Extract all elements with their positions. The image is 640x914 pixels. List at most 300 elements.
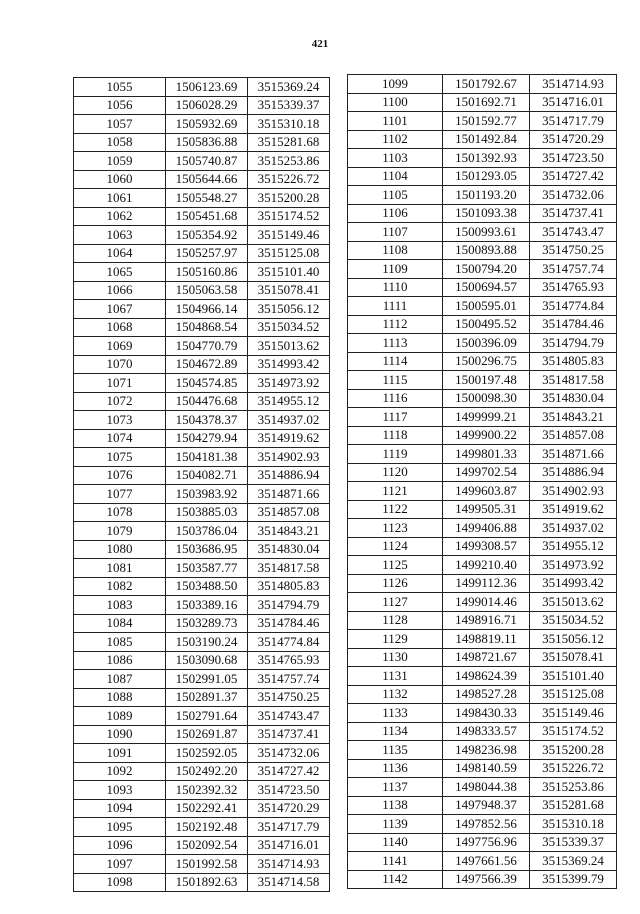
table-row (348, 463, 617, 482)
table-row (348, 389, 617, 408)
table-row (74, 818, 330, 837)
point-number-cell: 1079 (74, 522, 166, 541)
x-coordinate-cell: 1498333.57 (443, 722, 530, 741)
point-number-cell: 1057 (74, 115, 166, 134)
table-row (74, 577, 330, 596)
table-row (348, 500, 617, 519)
x-coordinate-cell: 1501692.71 (443, 93, 530, 112)
point-number-cell: 1101 (348, 112, 443, 131)
x-coordinate-cell: 1499406.88 (443, 519, 530, 538)
y-coordinate-cell: 3515399.79 (530, 870, 617, 889)
x-coordinate-cell: 1500694.57 (443, 278, 530, 297)
point-number-cell: 1074 (74, 429, 166, 448)
y-coordinate-cell: 3514886.94 (530, 463, 617, 482)
x-coordinate-cell: 1505932.69 (166, 115, 248, 134)
x-coordinate-cell: 1500197.48 (443, 371, 530, 390)
table-row (74, 725, 330, 744)
y-coordinate-cell: 3515125.08 (248, 244, 330, 263)
table-row (74, 836, 330, 855)
y-coordinate-cell: 3514765.93 (248, 651, 330, 670)
point-number-cell: 1109 (348, 260, 443, 279)
point-number-cell: 1091 (74, 744, 166, 763)
point-number-cell: 1090 (74, 725, 166, 744)
table-row (348, 260, 617, 279)
x-coordinate-cell: 1500098.30 (443, 389, 530, 408)
coordinate-table-body (74, 78, 330, 892)
point-number-cell: 1088 (74, 688, 166, 707)
table-row (348, 352, 617, 371)
y-coordinate-cell: 3514727.42 (530, 167, 617, 186)
point-number-cell: 1117 (348, 408, 443, 427)
point-number-cell: 1131 (348, 667, 443, 686)
point-number-cell: 1081 (74, 559, 166, 578)
y-coordinate-cell: 3514886.94 (248, 466, 330, 485)
table-row (74, 392, 330, 411)
table-row (74, 688, 330, 707)
x-coordinate-cell: 1504770.79 (166, 337, 248, 356)
table-row (348, 593, 617, 612)
y-coordinate-cell: 3514737.41 (248, 725, 330, 744)
point-number-cell: 1065 (74, 263, 166, 282)
point-number-cell: 1105 (348, 186, 443, 205)
x-coordinate-cell: 1499900.22 (443, 426, 530, 445)
table-row (348, 667, 617, 686)
x-coordinate-cell: 1501492.84 (443, 130, 530, 149)
x-coordinate-cell: 1502592.05 (166, 744, 248, 763)
y-coordinate-cell: 3514723.50 (530, 149, 617, 168)
table-row (348, 149, 617, 168)
point-number-cell: 1080 (74, 540, 166, 559)
x-coordinate-cell: 1504672.89 (166, 355, 248, 374)
point-number-cell: 1108 (348, 241, 443, 260)
x-coordinate-cell: 1499702.54 (443, 463, 530, 482)
x-coordinate-cell: 1500595.01 (443, 297, 530, 316)
x-coordinate-cell: 1500296.75 (443, 352, 530, 371)
table-row (74, 651, 330, 670)
point-number-cell: 1064 (74, 244, 166, 263)
table-row (348, 537, 617, 556)
point-number-cell: 1142 (348, 870, 443, 889)
table-row (348, 112, 617, 131)
table-row (74, 614, 330, 633)
x-coordinate-cell: 1505354.92 (166, 226, 248, 245)
x-coordinate-cell: 1500495.52 (443, 315, 530, 334)
y-coordinate-cell: 3514805.83 (248, 577, 330, 596)
coordinate-table-body (348, 75, 617, 889)
x-coordinate-cell: 1498044.38 (443, 778, 530, 797)
x-coordinate-cell: 1503289.73 (166, 614, 248, 633)
point-number-cell: 1083 (74, 596, 166, 615)
table-row (348, 574, 617, 593)
x-coordinate-cell: 1497566.39 (443, 870, 530, 889)
table-row (348, 852, 617, 871)
point-number-cell: 1097 (74, 855, 166, 874)
x-coordinate-cell: 1498236.98 (443, 741, 530, 760)
y-coordinate-cell: 3514717.79 (248, 818, 330, 837)
table-row (348, 130, 617, 149)
y-coordinate-cell: 3514794.79 (248, 596, 330, 615)
table-row (74, 707, 330, 726)
y-coordinate-cell: 3514765.93 (530, 278, 617, 297)
x-coordinate-cell: 1499014.46 (443, 593, 530, 612)
x-coordinate-cell: 1502791.64 (166, 707, 248, 726)
table-row (348, 223, 617, 242)
x-coordinate-cell: 1504966.14 (166, 300, 248, 319)
x-coordinate-cell: 1506028.29 (166, 96, 248, 115)
point-number-cell: 1139 (348, 815, 443, 834)
y-coordinate-cell: 3514955.12 (530, 537, 617, 556)
table-row (74, 207, 330, 226)
x-coordinate-cell: 1499999.21 (443, 408, 530, 427)
table-row (74, 633, 330, 652)
point-number-cell: 1071 (74, 374, 166, 393)
y-coordinate-cell: 3514843.21 (248, 522, 330, 541)
x-coordinate-cell: 1503190.24 (166, 633, 248, 652)
point-number-cell: 1061 (74, 189, 166, 208)
x-coordinate-cell: 1502991.05 (166, 670, 248, 689)
table-row (74, 781, 330, 800)
point-number-cell: 1068 (74, 318, 166, 337)
table-row (74, 300, 330, 319)
y-coordinate-cell: 3514871.66 (248, 485, 330, 504)
table-row (348, 704, 617, 723)
point-number-cell: 1060 (74, 170, 166, 189)
table-row (74, 559, 330, 578)
point-number-cell: 1063 (74, 226, 166, 245)
table-row (348, 611, 617, 630)
x-coordinate-cell: 1504279.94 (166, 429, 248, 448)
y-coordinate-cell: 3514774.84 (530, 297, 617, 316)
table-row (348, 426, 617, 445)
y-coordinate-cell: 3514716.01 (530, 93, 617, 112)
point-number-cell: 1132 (348, 685, 443, 704)
y-coordinate-cell: 3514902.93 (530, 482, 617, 501)
x-coordinate-cell: 1502092.54 (166, 836, 248, 855)
table-row (348, 778, 617, 797)
table-row (74, 448, 330, 467)
table-row (74, 115, 330, 134)
point-number-cell: 1055 (74, 78, 166, 97)
point-number-cell: 1116 (348, 389, 443, 408)
point-number-cell: 1089 (74, 707, 166, 726)
x-coordinate-cell: 1497948.37 (443, 796, 530, 815)
point-number-cell: 1056 (74, 96, 166, 115)
y-coordinate-cell: 3515056.12 (248, 300, 330, 319)
table-row (74, 337, 330, 356)
table-row (348, 241, 617, 260)
x-coordinate-cell: 1497756.96 (443, 833, 530, 852)
y-coordinate-cell: 3515078.41 (248, 281, 330, 300)
x-coordinate-cell: 1498140.59 (443, 759, 530, 778)
y-coordinate-cell: 3515200.28 (530, 741, 617, 760)
table-row (348, 297, 617, 316)
x-coordinate-cell: 1498721.67 (443, 648, 530, 667)
point-number-cell: 1113 (348, 334, 443, 353)
point-number-cell: 1077 (74, 485, 166, 504)
table-row (348, 445, 617, 464)
x-coordinate-cell: 1501293.05 (443, 167, 530, 186)
x-coordinate-cell: 1503587.77 (166, 559, 248, 578)
y-coordinate-cell: 3514937.02 (248, 411, 330, 430)
y-coordinate-cell: 3515281.68 (530, 796, 617, 815)
x-coordinate-cell: 1505160.86 (166, 263, 248, 282)
point-number-cell: 1067 (74, 300, 166, 319)
point-number-cell: 1093 (74, 781, 166, 800)
y-coordinate-cell: 3514750.25 (248, 688, 330, 707)
x-coordinate-cell: 1501992.58 (166, 855, 248, 874)
point-number-cell: 1106 (348, 204, 443, 223)
x-coordinate-cell: 1500893.88 (443, 241, 530, 260)
y-coordinate-cell: 3514830.04 (248, 540, 330, 559)
table-row (74, 226, 330, 245)
x-coordinate-cell: 1504868.54 (166, 318, 248, 337)
table-row (74, 596, 330, 615)
x-coordinate-cell: 1499603.87 (443, 482, 530, 501)
point-number-cell: 1111 (348, 297, 443, 316)
point-number-cell: 1086 (74, 651, 166, 670)
x-coordinate-cell: 1503786.04 (166, 522, 248, 541)
table-row (348, 648, 617, 667)
y-coordinate-cell: 3514937.02 (530, 519, 617, 538)
x-coordinate-cell: 1499801.33 (443, 445, 530, 464)
table-row (74, 670, 330, 689)
y-coordinate-cell: 3515013.62 (248, 337, 330, 356)
point-number-cell: 1140 (348, 833, 443, 852)
point-number-cell: 1133 (348, 704, 443, 723)
point-number-cell: 1124 (348, 537, 443, 556)
point-number-cell: 1104 (348, 167, 443, 186)
point-number-cell: 1103 (348, 149, 443, 168)
y-coordinate-cell: 3514727.42 (248, 762, 330, 781)
x-coordinate-cell: 1499308.57 (443, 537, 530, 556)
y-coordinate-cell: 3514973.92 (248, 374, 330, 393)
x-coordinate-cell: 1504378.37 (166, 411, 248, 430)
y-coordinate-cell: 3515281.68 (248, 133, 330, 152)
table-row (74, 503, 330, 522)
y-coordinate-cell: 3514720.29 (248, 799, 330, 818)
x-coordinate-cell: 1501892.63 (166, 873, 248, 892)
y-coordinate-cell: 3515101.40 (530, 667, 617, 686)
point-number-cell: 1076 (74, 466, 166, 485)
x-coordinate-cell: 1505644.66 (166, 170, 248, 189)
y-coordinate-cell: 3515149.46 (248, 226, 330, 245)
point-number-cell: 1136 (348, 759, 443, 778)
point-number-cell: 1135 (348, 741, 443, 760)
point-number-cell: 1122 (348, 500, 443, 519)
y-coordinate-cell: 3514720.29 (530, 130, 617, 149)
point-number-cell: 1072 (74, 392, 166, 411)
point-number-cell: 1078 (74, 503, 166, 522)
y-coordinate-cell: 3515369.24 (530, 852, 617, 871)
coordinate-table-right (347, 74, 617, 889)
point-number-cell: 1087 (74, 670, 166, 689)
y-coordinate-cell: 3514716.01 (248, 836, 330, 855)
table-row (74, 170, 330, 189)
y-coordinate-cell: 3515034.52 (248, 318, 330, 337)
y-coordinate-cell: 3514919.62 (248, 429, 330, 448)
table-row (74, 855, 330, 874)
y-coordinate-cell: 3514757.74 (530, 260, 617, 279)
y-coordinate-cell: 3514714.93 (248, 855, 330, 874)
y-coordinate-cell: 3514973.92 (530, 556, 617, 575)
y-coordinate-cell: 3515339.37 (248, 96, 330, 115)
y-coordinate-cell: 3515174.52 (248, 207, 330, 226)
x-coordinate-cell: 1497661.56 (443, 852, 530, 871)
y-coordinate-cell: 3514723.50 (248, 781, 330, 800)
y-coordinate-cell: 3514857.08 (248, 503, 330, 522)
x-coordinate-cell: 1505451.68 (166, 207, 248, 226)
point-number-cell: 1085 (74, 633, 166, 652)
y-coordinate-cell: 3514732.06 (248, 744, 330, 763)
table-row (74, 540, 330, 559)
x-coordinate-cell: 1502891.37 (166, 688, 248, 707)
y-coordinate-cell: 3514750.25 (530, 241, 617, 260)
table-row (74, 152, 330, 171)
point-number-cell: 1059 (74, 152, 166, 171)
table-row (348, 204, 617, 223)
point-number-cell: 1118 (348, 426, 443, 445)
x-coordinate-cell: 1503885.03 (166, 503, 248, 522)
x-coordinate-cell: 1504181.38 (166, 448, 248, 467)
table-row (74, 873, 330, 892)
point-number-cell: 1125 (348, 556, 443, 575)
table-row (74, 466, 330, 485)
y-coordinate-cell: 3515056.12 (530, 630, 617, 649)
table-row (348, 75, 617, 94)
y-coordinate-cell: 3514817.58 (530, 371, 617, 390)
point-number-cell: 1069 (74, 337, 166, 356)
table-row (74, 522, 330, 541)
x-coordinate-cell: 1503983.92 (166, 485, 248, 504)
table-row (348, 630, 617, 649)
point-number-cell: 1082 (74, 577, 166, 596)
table-row (74, 485, 330, 504)
x-coordinate-cell: 1498527.28 (443, 685, 530, 704)
point-number-cell: 1123 (348, 519, 443, 538)
table-row (74, 429, 330, 448)
x-coordinate-cell: 1502492.20 (166, 762, 248, 781)
y-coordinate-cell: 3514737.41 (530, 204, 617, 223)
point-number-cell: 1100 (348, 93, 443, 112)
y-coordinate-cell: 3514993.42 (248, 355, 330, 374)
x-coordinate-cell: 1504476.68 (166, 392, 248, 411)
point-number-cell: 1102 (348, 130, 443, 149)
x-coordinate-cell: 1498819.11 (443, 630, 530, 649)
point-number-cell: 1070 (74, 355, 166, 374)
x-coordinate-cell: 1501193.20 (443, 186, 530, 205)
table-row (74, 744, 330, 763)
point-number-cell: 1115 (348, 371, 443, 390)
y-coordinate-cell: 3515369.24 (248, 78, 330, 97)
x-coordinate-cell: 1500396.09 (443, 334, 530, 353)
x-coordinate-cell: 1502192.48 (166, 818, 248, 837)
y-coordinate-cell: 3514774.84 (248, 633, 330, 652)
table-row (348, 278, 617, 297)
x-coordinate-cell: 1499112.36 (443, 574, 530, 593)
table-row (348, 482, 617, 501)
x-coordinate-cell: 1502392.32 (166, 781, 248, 800)
coordinate-table-left (73, 77, 330, 892)
y-coordinate-cell: 3514732.06 (530, 186, 617, 205)
x-coordinate-cell: 1503686.95 (166, 540, 248, 559)
point-number-cell: 1107 (348, 223, 443, 242)
x-coordinate-cell: 1497852.56 (443, 815, 530, 834)
x-coordinate-cell: 1498916.71 (443, 611, 530, 630)
point-number-cell: 1127 (348, 593, 443, 612)
point-number-cell: 1095 (74, 818, 166, 837)
y-coordinate-cell: 3514993.42 (530, 574, 617, 593)
y-coordinate-cell: 3515310.18 (248, 115, 330, 134)
x-coordinate-cell: 1505740.87 (166, 152, 248, 171)
x-coordinate-cell: 1498624.39 (443, 667, 530, 686)
y-coordinate-cell: 3515078.41 (530, 648, 617, 667)
y-coordinate-cell: 3515034.52 (530, 611, 617, 630)
point-number-cell: 1121 (348, 482, 443, 501)
y-coordinate-cell: 3515174.52 (530, 722, 617, 741)
point-number-cell: 1099 (348, 75, 443, 94)
y-coordinate-cell: 3514857.08 (530, 426, 617, 445)
y-coordinate-cell: 3514714.93 (530, 75, 617, 94)
table-row (348, 408, 617, 427)
y-coordinate-cell: 3515226.72 (530, 759, 617, 778)
x-coordinate-cell: 1501392.93 (443, 149, 530, 168)
y-coordinate-cell: 3515253.86 (248, 152, 330, 171)
x-coordinate-cell: 1505063.58 (166, 281, 248, 300)
table-row (74, 281, 330, 300)
x-coordinate-cell: 1501592.77 (443, 112, 530, 131)
point-number-cell: 1119 (348, 445, 443, 464)
y-coordinate-cell: 3515200.28 (248, 189, 330, 208)
point-number-cell: 1112 (348, 315, 443, 334)
y-coordinate-cell: 3515125.08 (530, 685, 617, 704)
y-coordinate-cell: 3515013.62 (530, 593, 617, 612)
point-number-cell: 1138 (348, 796, 443, 815)
x-coordinate-cell: 1500794.20 (443, 260, 530, 279)
table-row (348, 556, 617, 575)
y-coordinate-cell: 3514794.79 (530, 334, 617, 353)
x-coordinate-cell: 1504082.71 (166, 466, 248, 485)
y-coordinate-cell: 3515226.72 (248, 170, 330, 189)
x-coordinate-cell: 1505257.97 (166, 244, 248, 263)
y-coordinate-cell: 3514714.58 (248, 873, 330, 892)
y-coordinate-cell: 3515149.46 (530, 704, 617, 723)
x-coordinate-cell: 1505548.27 (166, 189, 248, 208)
point-number-cell: 1094 (74, 799, 166, 818)
table-row (74, 96, 330, 115)
y-coordinate-cell: 3514919.62 (530, 500, 617, 519)
table-row (348, 833, 617, 852)
y-coordinate-cell: 3514805.83 (530, 352, 617, 371)
table-row (74, 263, 330, 282)
x-coordinate-cell: 1505836.88 (166, 133, 248, 152)
point-number-cell: 1084 (74, 614, 166, 633)
table-row (348, 685, 617, 704)
y-coordinate-cell: 3514717.79 (530, 112, 617, 131)
x-coordinate-cell: 1506123.69 (166, 78, 248, 97)
y-coordinate-cell: 3514871.66 (530, 445, 617, 464)
table-row (74, 318, 330, 337)
table-row (348, 519, 617, 538)
y-coordinate-cell: 3514743.47 (248, 707, 330, 726)
point-number-cell: 1129 (348, 630, 443, 649)
x-coordinate-cell: 1501093.38 (443, 204, 530, 223)
point-number-cell: 1137 (348, 778, 443, 797)
y-coordinate-cell: 3515310.18 (530, 815, 617, 834)
table-row (74, 355, 330, 374)
table-row (348, 93, 617, 112)
table-row (348, 870, 617, 889)
point-number-cell: 1062 (74, 207, 166, 226)
